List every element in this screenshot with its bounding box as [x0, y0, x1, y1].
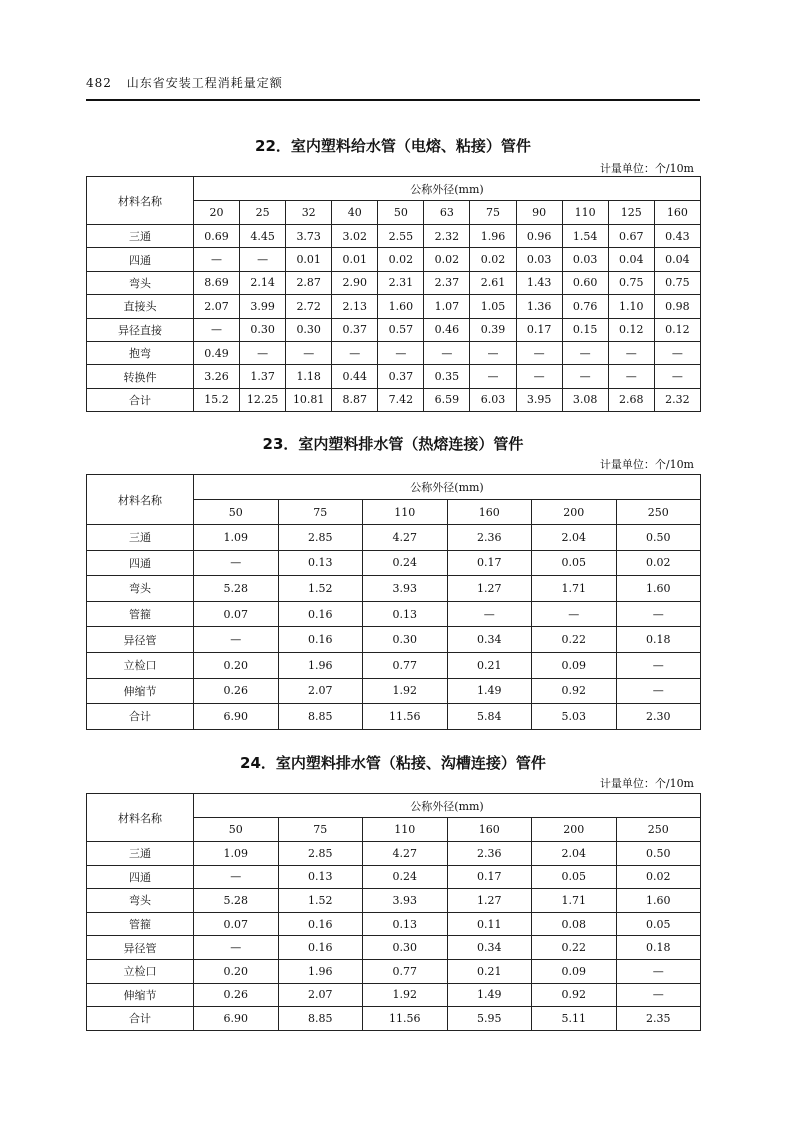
table-cell: 0.02: [616, 550, 701, 576]
table-cell: 1.96: [470, 225, 516, 248]
table-cell: 0.30: [363, 936, 448, 960]
table-cell: 1.54: [562, 225, 608, 248]
table-cell: 2.31: [378, 271, 424, 294]
table-cell: 0.16: [278, 912, 363, 936]
table-cell: 6.59: [424, 388, 470, 411]
table-cell: 0.67: [608, 225, 654, 248]
column-header: 90: [516, 201, 562, 225]
table-cell: 0.01: [286, 248, 332, 271]
table-cell: 1.37: [240, 365, 286, 388]
table-row: [87, 341, 701, 364]
table-cell: 2.14: [240, 271, 286, 294]
table-cell: —: [616, 652, 701, 678]
header-row: [87, 177, 701, 201]
table-cell: —: [424, 341, 470, 364]
table-cell: 0.02: [616, 865, 701, 889]
row-label: 三通: [87, 842, 194, 866]
table-cell: 0.17: [447, 865, 532, 889]
table-cell: 2.35: [616, 1007, 701, 1031]
table-24-unit: 计量单位：个/10m: [599, 777, 694, 790]
column-header: 160: [654, 201, 700, 225]
table-cell: 0.26: [194, 983, 279, 1007]
column-header: 32: [286, 201, 332, 225]
table-cell: 0.13: [363, 912, 448, 936]
table-cell: 1.92: [363, 983, 448, 1007]
table-cell: 6.90: [194, 1007, 279, 1031]
table-cell: 1.52: [278, 889, 363, 913]
table-cell: 0.13: [278, 865, 363, 889]
row-label: 伸缩节: [87, 678, 194, 704]
table-cell: 1.43: [516, 271, 562, 294]
table-cell: 0.57: [378, 318, 424, 341]
table-cell: 1.96: [278, 652, 363, 678]
table-cell: 0.13: [363, 601, 448, 627]
table-cell: 3.08: [562, 388, 608, 411]
header-row: [87, 475, 701, 500]
header-rule: [86, 99, 700, 101]
table-cell: 5.95: [447, 1007, 532, 1031]
table-row: [87, 1007, 701, 1031]
table-cell: 0.24: [363, 550, 448, 576]
table-cell: —: [240, 341, 286, 364]
table-cell: 0.30: [363, 627, 448, 653]
table-cell: 0.15: [562, 318, 608, 341]
table-cell: —: [516, 365, 562, 388]
row-label: 异径管: [87, 627, 194, 653]
table-cell: —: [608, 365, 654, 388]
table-cell: 0.03: [562, 248, 608, 271]
table-23-title: 23．室内塑料排水管（热熔连接）管件: [262, 435, 524, 453]
table-cell: 2.68: [608, 388, 654, 411]
table-cell: 5.03: [532, 704, 617, 730]
table-cell: —: [616, 601, 701, 627]
table-cell: 15.2: [194, 388, 240, 411]
table-cell: 8.85: [278, 704, 363, 730]
column-header: 50: [194, 500, 279, 525]
table-cell: 0.92: [532, 983, 617, 1007]
table-22: [86, 176, 701, 412]
table-cell: 2.30: [616, 704, 701, 730]
column-header: 250: [616, 500, 701, 525]
column-header: 50: [378, 201, 424, 225]
table-cell: —: [616, 678, 701, 704]
table-cell: 1.49: [447, 678, 532, 704]
table-cell: 0.02: [470, 248, 516, 271]
diameter-span-header: 公称外径(mm): [194, 177, 701, 201]
table-cell: 2.36: [447, 842, 532, 866]
table-cell: 4.45: [240, 225, 286, 248]
table-row: [87, 889, 701, 913]
table-cell: 0.02: [424, 248, 470, 271]
table-cell: 2.87: [286, 271, 332, 294]
table-cell: 2.85: [278, 525, 363, 551]
table-cell: 6.03: [470, 388, 516, 411]
table-row: [87, 912, 701, 936]
table-row: [87, 295, 701, 318]
table-cell: 0.77: [363, 959, 448, 983]
table-cell: 1.96: [278, 959, 363, 983]
table-cell: 2.36: [447, 525, 532, 551]
table-cell: 0.18: [616, 936, 701, 960]
table-cell: 0.50: [616, 842, 701, 866]
table-cell: 8.87: [332, 388, 378, 411]
table-cell: —: [654, 365, 700, 388]
diameter-span-header: 公称外径(mm): [194, 794, 701, 818]
row-label: 抱弯: [87, 341, 194, 364]
column-header: 50: [194, 818, 279, 842]
table-cell: 0.34: [447, 936, 532, 960]
column-header: 75: [278, 818, 363, 842]
table-cell: —: [378, 341, 424, 364]
table-cell: —: [194, 318, 240, 341]
table-cell: 1.07: [424, 295, 470, 318]
table-cell: 0.08: [532, 912, 617, 936]
table-row: [87, 652, 701, 678]
table-cell: 3.93: [363, 889, 448, 913]
table-cell: 3.02: [332, 225, 378, 248]
table-cell: 3.26: [194, 365, 240, 388]
table-cell: 1.71: [532, 889, 617, 913]
table-cell: 1.36: [516, 295, 562, 318]
table-row: [87, 865, 701, 889]
table-cell: 2.04: [532, 842, 617, 866]
column-header: 200: [532, 500, 617, 525]
table-cell: 0.37: [378, 365, 424, 388]
column-header: 160: [447, 500, 532, 525]
table-cell: —: [608, 341, 654, 364]
table-cell: 0.20: [194, 959, 279, 983]
table-row: [87, 318, 701, 341]
table-cell: 0.11: [447, 912, 532, 936]
table-cell: 2.61: [470, 271, 516, 294]
row-label: 管箍: [87, 601, 194, 627]
table-cell: 1.05: [470, 295, 516, 318]
table-cell: 0.30: [240, 318, 286, 341]
table-cell: 0.22: [532, 936, 617, 960]
table-cell: 0.30: [286, 318, 332, 341]
table-cell: 0.98: [654, 295, 700, 318]
table-row: [87, 248, 701, 271]
table-cell: 6.90: [194, 704, 279, 730]
table-cell: 0.16: [278, 627, 363, 653]
table-cell: 1.10: [608, 295, 654, 318]
table-row: [87, 550, 701, 576]
table-cell: 5.28: [194, 576, 279, 602]
table-cell: 3.73: [286, 225, 332, 248]
table-cell: —: [194, 936, 279, 960]
table-row: [87, 225, 701, 248]
row-label: 弯头: [87, 576, 194, 602]
column-header: 40: [332, 201, 378, 225]
table-cell: 5.11: [532, 1007, 617, 1031]
table-cell: 11.56: [363, 1007, 448, 1031]
column-header: 110: [363, 818, 448, 842]
table-23: [86, 474, 701, 730]
table-cell: 5.28: [194, 889, 279, 913]
table-cell: 2.07: [278, 983, 363, 1007]
table-cell: 0.01: [332, 248, 378, 271]
table-cell: 0.12: [654, 318, 700, 341]
corner-header: 材料名称: [87, 475, 194, 525]
table-cell: 0.21: [447, 959, 532, 983]
table-cell: 8.69: [194, 271, 240, 294]
table-cell: 0.22: [532, 627, 617, 653]
table-cell: 0.12: [608, 318, 654, 341]
page-number: 482: [86, 76, 112, 90]
table-cell: 1.27: [447, 576, 532, 602]
table-row: [87, 936, 701, 960]
table-24: [86, 793, 701, 1031]
table-cell: 3.99: [240, 295, 286, 318]
table-row: [87, 601, 701, 627]
table-cell: 0.04: [654, 248, 700, 271]
table-cell: 10.81: [286, 388, 332, 411]
row-label: 伸缩节: [87, 983, 194, 1007]
table-cell: 0.76: [562, 295, 608, 318]
column-header: 75: [278, 500, 363, 525]
row-label: 三通: [87, 525, 194, 551]
table-cell: 1.09: [194, 842, 279, 866]
table-cell: 0.13: [278, 550, 363, 576]
table-cell: 2.07: [278, 678, 363, 704]
table-cell: —: [516, 341, 562, 364]
table-cell: 4.27: [363, 842, 448, 866]
table-cell: 2.37: [424, 271, 470, 294]
table-cell: 0.02: [378, 248, 424, 271]
running-header: [86, 74, 700, 98]
table-cell: —: [616, 983, 701, 1007]
table-cell: 0.09: [532, 652, 617, 678]
table-cell: 0.50: [616, 525, 701, 551]
table-cell: 2.32: [424, 225, 470, 248]
table-cell: 1.60: [616, 576, 701, 602]
row-label: 转换件: [87, 365, 194, 388]
row-label: 直接头: [87, 295, 194, 318]
column-header: 125: [608, 201, 654, 225]
table-cell: —: [194, 248, 240, 271]
table-cell: 3.93: [363, 576, 448, 602]
table-cell: 2.32: [654, 388, 700, 411]
table-cell: —: [470, 365, 516, 388]
table-cell: 0.34: [447, 627, 532, 653]
table-cell: 1.60: [378, 295, 424, 318]
table-cell: 2.72: [286, 295, 332, 318]
table-row: [87, 627, 701, 653]
row-label: 四通: [87, 865, 194, 889]
table-cell: 0.03: [516, 248, 562, 271]
table-cell: 0.46: [424, 318, 470, 341]
table-cell: —: [332, 341, 378, 364]
table-cell: 0.05: [616, 912, 701, 936]
table-cell: 0.16: [278, 936, 363, 960]
table-cell: 0.24: [363, 865, 448, 889]
row-label: 弯头: [87, 889, 194, 913]
column-header: 110: [363, 500, 448, 525]
table-cell: 0.07: [194, 601, 279, 627]
diameter-span-header: 公称外径(mm): [194, 475, 701, 500]
column-header: 110: [562, 201, 608, 225]
table-cell: 0.21: [447, 652, 532, 678]
table-cell: 1.71: [532, 576, 617, 602]
book-title: 山东省安装工程消耗量定额: [126, 76, 283, 90]
column-header: 200: [532, 818, 617, 842]
table-cell: 1.09: [194, 525, 279, 551]
table-cell: 0.20: [194, 652, 279, 678]
row-label: 四通: [87, 550, 194, 576]
row-label: 弯头: [87, 271, 194, 294]
table-cell: 1.27: [447, 889, 532, 913]
table-cell: 0.96: [516, 225, 562, 248]
column-header: 250: [616, 818, 701, 842]
table-cell: 1.92: [363, 678, 448, 704]
column-header: 20: [194, 201, 240, 225]
table-cell: 3.95: [516, 388, 562, 411]
table-24-title: 24．室内塑料排水管（粘接、沟槽连接）管件: [240, 754, 546, 772]
table-cell: 1.18: [286, 365, 332, 388]
table-23-unit: 计量单位：个/10m: [599, 458, 694, 471]
table-cell: 2.07: [194, 295, 240, 318]
column-header: 75: [470, 201, 516, 225]
table-cell: 11.56: [363, 704, 448, 730]
table-cell: 12.25: [240, 388, 286, 411]
table-cell: 2.55: [378, 225, 424, 248]
table-row: [87, 983, 701, 1007]
table-cell: 5.84: [447, 704, 532, 730]
table-cell: 8.85: [278, 1007, 363, 1031]
table-cell: —: [532, 601, 617, 627]
table-row: [87, 271, 701, 294]
table-cell: 0.37: [332, 318, 378, 341]
table-cell: 1.49: [447, 983, 532, 1007]
table-cell: —: [240, 248, 286, 271]
table-cell: —: [562, 341, 608, 364]
table-cell: 0.75: [608, 271, 654, 294]
table-row: [87, 388, 701, 411]
table-cell: 0.43: [654, 225, 700, 248]
table-cell: 0.05: [532, 550, 617, 576]
table-cell: 0.09: [532, 959, 617, 983]
row-label: 立检口: [87, 652, 194, 678]
table-cell: 0.60: [562, 271, 608, 294]
table-cell: —: [194, 865, 279, 889]
row-label: 合计: [87, 388, 194, 411]
table-cell: 1.60: [616, 889, 701, 913]
table-row: [87, 704, 701, 730]
table-22-title: 22．室内塑料给水管（电熔、粘接）管件: [255, 137, 531, 155]
column-header: 25: [240, 201, 286, 225]
table-cell: 2.90: [332, 271, 378, 294]
row-label: 异径管: [87, 936, 194, 960]
row-label: 立检口: [87, 959, 194, 983]
table-cell: 0.69: [194, 225, 240, 248]
table-cell: 0.44: [332, 365, 378, 388]
table-cell: 0.77: [363, 652, 448, 678]
table-cell: 0.17: [516, 318, 562, 341]
row-label: 合计: [87, 704, 194, 730]
table-cell: —: [286, 341, 332, 364]
table-cell: 0.18: [616, 627, 701, 653]
column-header: 63: [424, 201, 470, 225]
table-cell: —: [470, 341, 516, 364]
header-row: [87, 794, 701, 818]
table-cell: —: [194, 627, 279, 653]
row-label: 异径直接: [87, 318, 194, 341]
corner-header: 材料名称: [87, 177, 194, 225]
table-cell: 2.04: [532, 525, 617, 551]
corner-header: 材料名称: [87, 794, 194, 842]
table-row: [87, 842, 701, 866]
table-cell: 1.52: [278, 576, 363, 602]
row-label: 管箍: [87, 912, 194, 936]
table-cell: 0.75: [654, 271, 700, 294]
table-cell: —: [654, 341, 700, 364]
row-label: 四通: [87, 248, 194, 271]
table-cell: 0.07: [194, 912, 279, 936]
column-header: 160: [447, 818, 532, 842]
table-cell: 7.42: [378, 388, 424, 411]
table-cell: 0.04: [608, 248, 654, 271]
table-cell: 0.39: [470, 318, 516, 341]
table-cell: —: [616, 959, 701, 983]
table-row: [87, 525, 701, 551]
table-cell: 0.26: [194, 678, 279, 704]
table-cell: 0.17: [447, 550, 532, 576]
table-cell: 2.85: [278, 842, 363, 866]
table-cell: 0.35: [424, 365, 470, 388]
table-row: [87, 365, 701, 388]
table-cell: 0.92: [532, 678, 617, 704]
table-cell: 0.05: [532, 865, 617, 889]
table-row: [87, 959, 701, 983]
table-cell: 0.49: [194, 341, 240, 364]
row-label: 合计: [87, 1007, 194, 1031]
table-22-unit: 计量单位：个/10m: [599, 162, 694, 175]
table-cell: 0.16: [278, 601, 363, 627]
table-row: [87, 576, 701, 602]
table-cell: —: [562, 365, 608, 388]
table-cell: —: [447, 601, 532, 627]
row-label: 三通: [87, 225, 194, 248]
table-cell: —: [194, 550, 279, 576]
table-cell: 4.27: [363, 525, 448, 551]
table-cell: 2.13: [332, 295, 378, 318]
table-row: [87, 678, 701, 704]
